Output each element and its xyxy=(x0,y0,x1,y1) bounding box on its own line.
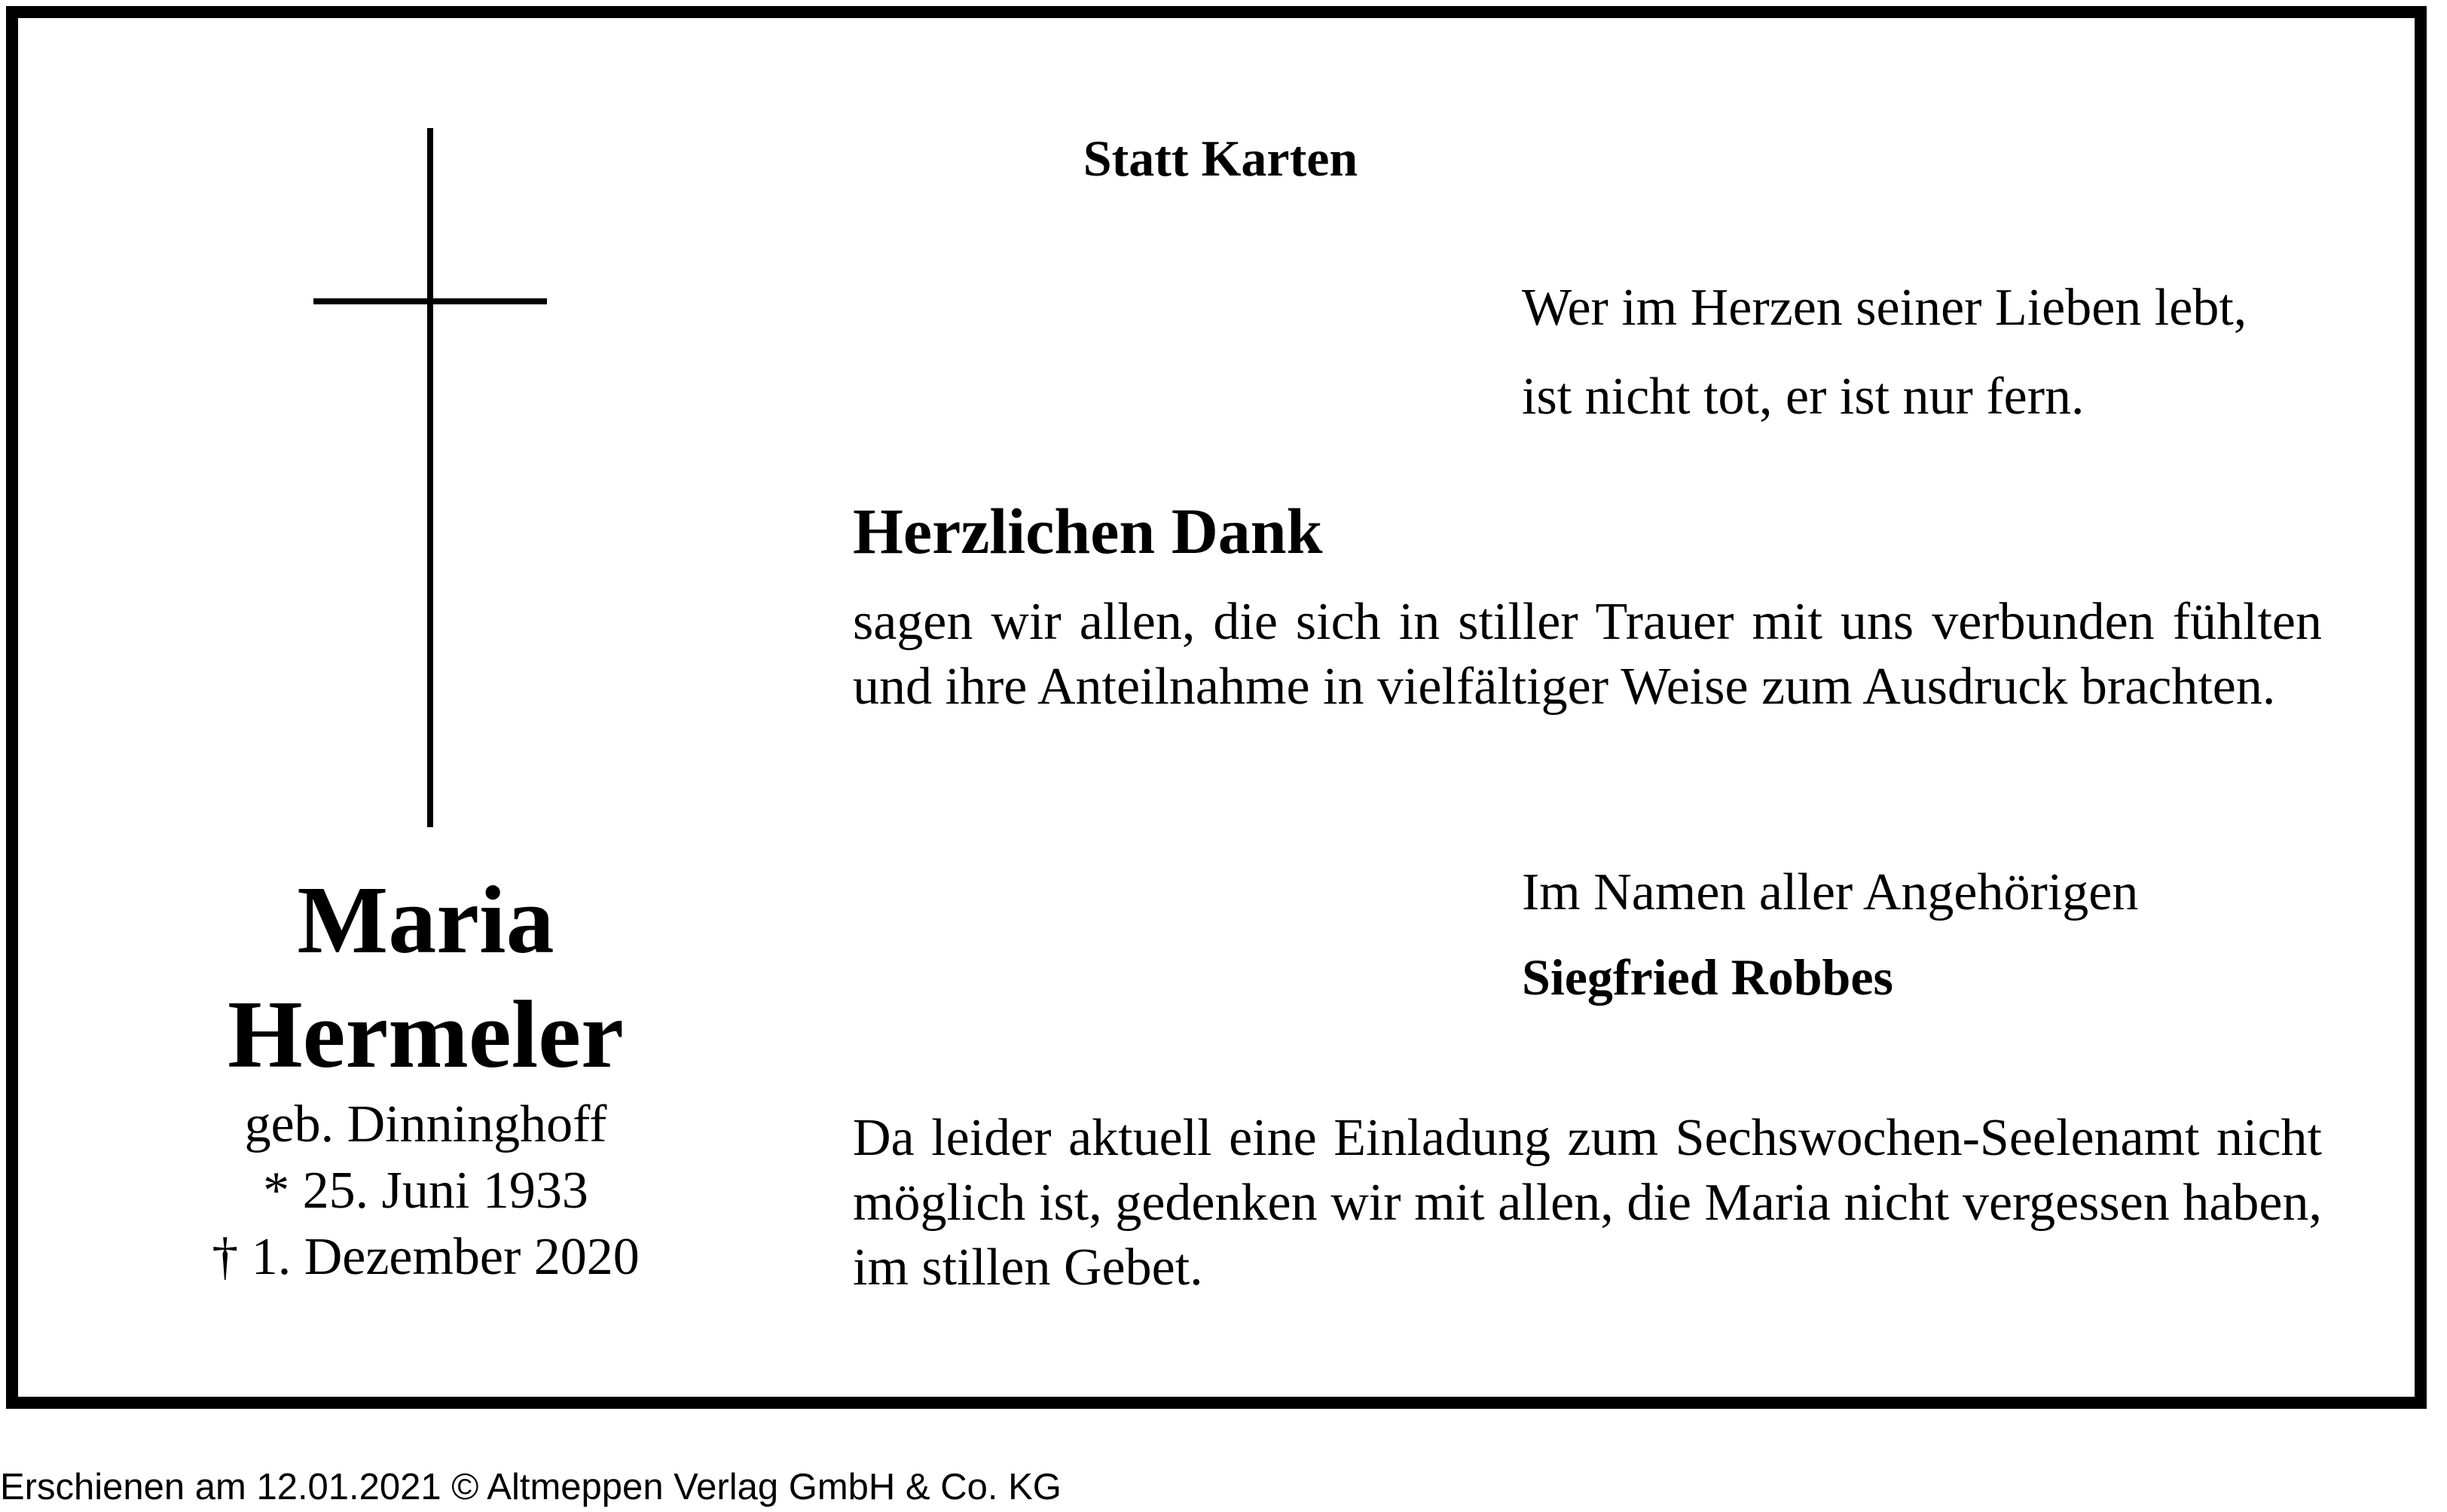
thanks-title: Herzlichen Dank xyxy=(853,495,1323,567)
memorial-notice: Da leider aktuell eine Einladung zum Sechswochen-Seelenamt nicht möglich ist, gedenken wir mit allen, die Maria nicht vergessen haben, im stillen Gebet. xyxy=(853,1109,2322,1297)
thanks-text: sagen wir allen, die sich in stiller Trauer mit uns verbunden fühlten und ihre Anteilnahme in vielfältiger Weise zum Ausdruck brachten. xyxy=(853,593,2322,716)
deceased-block xyxy=(121,863,731,1291)
statt-karten-heading: Statt Karten xyxy=(1083,130,1358,187)
signature-intro: Im Namen aller Angehörigen xyxy=(1522,863,2139,921)
quote-line-2: ist nicht tot, er ist nur fern. xyxy=(1522,368,2085,426)
publication-footer: Erschienen am 12.01.2021 © Altmeppen Verlag GmbH & Co. KG xyxy=(0,1467,1062,1507)
memorial-quote xyxy=(1522,264,2247,441)
cross-icon xyxy=(427,128,433,827)
deceased-last-name: Hermeler xyxy=(228,981,624,1088)
deceased-first-name: Maria xyxy=(297,866,554,973)
cross-icon-bar xyxy=(313,298,547,304)
deceased-birth-name: geb. Dinninghoff xyxy=(244,1095,607,1153)
signature-name: Siegfried Robbes xyxy=(1522,948,1893,1006)
deceased-born-date: * 25. Juni 1933 xyxy=(263,1162,588,1220)
deceased-death-date: † 1. Dezember 2020 xyxy=(212,1228,640,1286)
quote-line-1: Wer im Herzen seiner Lieben lebt, xyxy=(1522,279,2247,337)
